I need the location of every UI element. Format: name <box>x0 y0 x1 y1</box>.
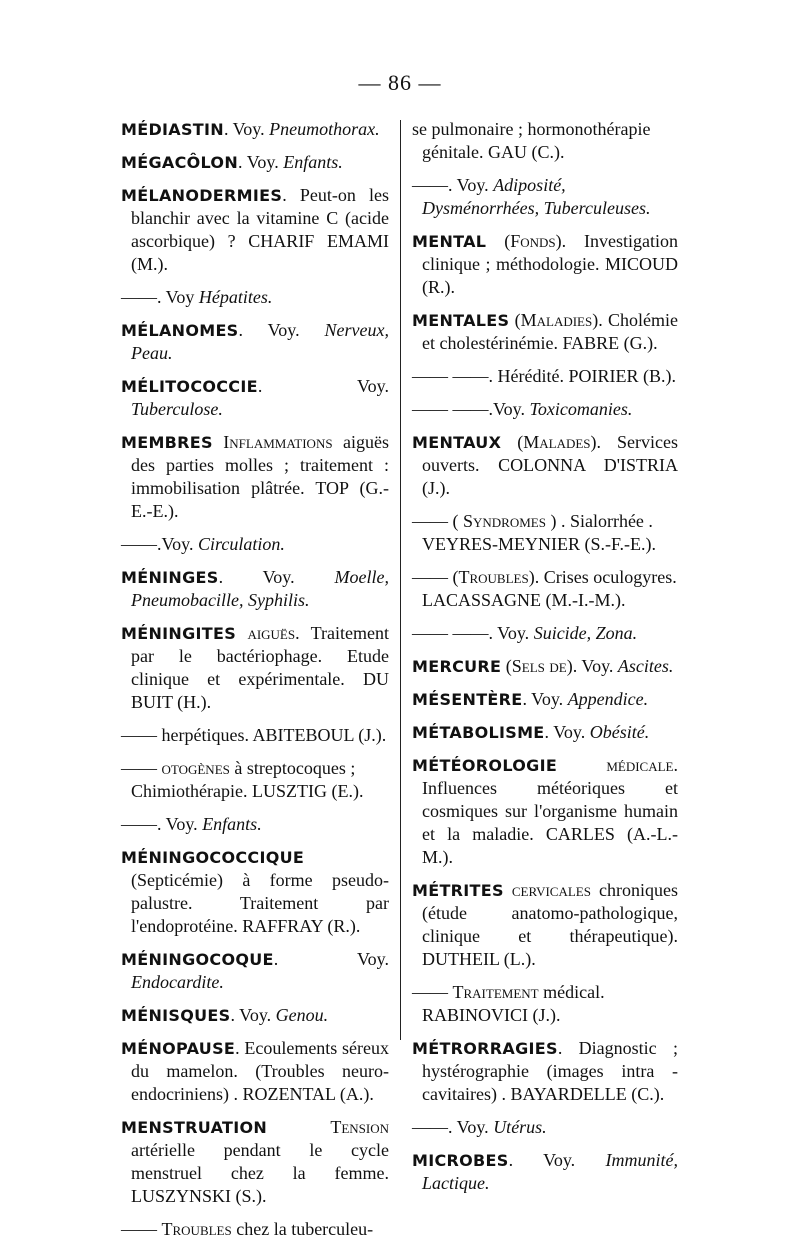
entry-text: artérielle pendant le cycle menstruel chez la femme. LUSZYNSKI (S.). <box>131 1140 389 1206</box>
repeat-dash: —— <box>412 567 448 587</box>
entry-heading: MÉTÉOROLOGIE <box>412 756 558 775</box>
entry-text: . Voy. <box>230 1005 276 1025</box>
entry-heading: MÉNINGOCOCCIQUE <box>121 848 305 867</box>
entry-text: . Voy. <box>488 623 534 643</box>
cross-reference: Pneumothorax. <box>269 119 380 139</box>
entry-text: . Peut-on les blanchir avec la vitamine C (acide ascorbique) ? CHARIF EMAMI (M.). <box>131 185 389 274</box>
entry-text: . Voy. <box>522 689 568 709</box>
entry-text: . Voy. <box>572 656 618 676</box>
entry-heading: MÉNINGES <box>121 568 219 587</box>
entry-text: . Sialorrhée . VEYRES-MEYNIER (S.-F.-E.). <box>422 511 657 554</box>
entry-text: .Voy. <box>157 534 199 554</box>
repeat-dash: —— <box>121 534 157 554</box>
index-entry <box>412 688 678 711</box>
index-entry <box>121 1004 389 1027</box>
right-column <box>412 118 678 1205</box>
small-caps-qualifier: Traitement <box>452 982 539 1002</box>
entry-text: . Voy. <box>157 814 203 834</box>
index-entry <box>412 754 678 869</box>
cross-reference: Obésité. <box>589 722 650 742</box>
repeat-dash: —— <box>121 725 157 745</box>
entry-heading: MÉLANODERMIES <box>121 186 283 205</box>
repeat-dash: —— <box>412 982 448 1002</box>
cross-reference: Ascites. <box>617 656 674 676</box>
index-entry <box>412 879 678 971</box>
entry-heading: MÉTABOLISME <box>412 723 545 742</box>
entry-text: médical. RABINOVICI (J.). <box>422 982 605 1025</box>
small-caps-qualifier: Troubles <box>161 1219 232 1239</box>
index-entry <box>121 118 389 141</box>
index-entry <box>121 1116 389 1208</box>
cross-reference: Tuberculose. <box>131 399 223 419</box>
entry-heading: MÉNOPAUSE <box>121 1039 236 1058</box>
entry-text: . Voy. <box>448 175 494 195</box>
entry-text: . Investigation clinique ; méthodologie. MICOUD (R.). <box>422 231 678 297</box>
index-subentry <box>412 566 678 612</box>
index-entry <box>412 1149 678 1195</box>
repeat-dash: —— <box>412 175 448 195</box>
repeat-dash: —— —— <box>412 366 489 386</box>
entry-heading: MEMBRES <box>121 433 213 452</box>
repeat-dash: —— <box>121 1219 157 1239</box>
left-column <box>121 118 389 1251</box>
small-caps-qualifier: Inflammations <box>223 432 333 452</box>
entry-heading: MÉLANOMES <box>121 321 239 340</box>
repeat-dash: —— —— <box>412 623 489 643</box>
small-caps-qualifier: médicale <box>606 755 674 775</box>
entry-continuation <box>412 118 678 164</box>
index-entry <box>412 230 678 299</box>
index-entry <box>121 375 389 421</box>
index-entry <box>412 309 678 355</box>
cross-reference: Suicide, Zona. <box>533 623 638 643</box>
index-entry <box>121 319 389 365</box>
entry-text: . Cholémie et cholestérinémie. FABRE (G.). <box>422 310 678 353</box>
entry-heading: MENTALES <box>412 311 510 330</box>
cross-reference: Appendice. <box>567 689 649 709</box>
index-subentry <box>412 174 678 220</box>
index-subentry <box>121 286 389 309</box>
index-entry <box>121 622 389 714</box>
entry-heading: MENSTRUATION <box>121 1118 268 1137</box>
index-entry <box>412 721 678 744</box>
entry-text: . Voy. <box>544 722 590 742</box>
cross-reference: Circulation. <box>198 534 285 554</box>
entry-heading: MÉSENTÈRE <box>412 690 523 709</box>
index-entry <box>121 948 389 994</box>
entry-text: . Voy. <box>508 1150 606 1170</box>
small-caps-qualifier: cervicales <box>511 880 591 900</box>
small-caps-qualifier: (Malades) <box>517 432 597 452</box>
entry-text: . Voy. <box>238 320 325 340</box>
page-number: — 86 — <box>358 70 442 95</box>
entry-heading: MÉNINGITES <box>121 624 237 643</box>
index-entry <box>121 1037 389 1106</box>
entry-text: . Ecoulements séreux du mamelon. (Troubles neuro-endocriniens) . ROZENTAL (A.). <box>131 1038 389 1104</box>
entry-heading: MÉTRORRAGIES <box>412 1039 558 1058</box>
cross-reference: Utérus. <box>493 1117 547 1137</box>
entry-text: se pulmonaire ; hormonothérapie génitale. GAU (C.). <box>412 119 651 162</box>
index-entry <box>121 431 389 523</box>
index-subentry <box>121 1218 389 1241</box>
index-subentry <box>412 1116 678 1139</box>
index-entry <box>121 151 389 174</box>
entry-heading: MÉGACÔLON <box>121 153 239 172</box>
repeat-dash: —— —— <box>412 399 489 419</box>
entry-heading: MERCURE <box>412 657 502 676</box>
entry-text: . Voy. <box>223 119 270 139</box>
entry-text: . Traitement par le bactériophage. Etude clinique et expérimentale. DU BUIT (H.). <box>131 623 389 712</box>
cross-reference: Toxicomanies. <box>529 399 633 419</box>
cross-reference: Immunité, Lactique. <box>422 1150 678 1193</box>
entry-text: (Septicémie) à forme pseudo-palustre. Traitement par l'endoprotéine. RAFFRAY (R.). <box>131 870 389 936</box>
small-caps-qualifier: (Troubles) <box>452 567 535 587</box>
index-subentry <box>412 365 678 388</box>
small-caps-qualifier: (Fonds) <box>504 231 562 251</box>
entry-text: à streptocoques ; Chimiothérapie. LUSZTIG (E.). <box>131 758 364 801</box>
entry-text: . Voy. <box>273 949 389 969</box>
entry-text: . Voy. <box>238 152 284 172</box>
index-subentry <box>121 813 389 836</box>
entry-text: . Diagnostic ; hystérographie (images intra - cavitaires) . BAYARDELLE (C.). <box>422 1038 678 1104</box>
cross-reference: Enfants. <box>202 814 262 834</box>
index-entry <box>121 184 389 276</box>
repeat-dash: —— <box>412 1117 448 1137</box>
entry-heading: MÉNISQUES <box>121 1006 231 1025</box>
cross-reference: Moelle, Pneumobacille, Syphilis. <box>131 567 389 610</box>
entry-text: aiguës des parties molles ; traitement : immobilisation plâtrée. TOP (G.-E.-E.). <box>131 432 389 521</box>
entry-text: . Hérédité. POIRIER (B.). <box>488 366 676 386</box>
entry-text: . Services ouverts. COLONNA D'ISTRIA (J.). <box>422 432 678 498</box>
small-caps-qualifier: Tension <box>330 1117 389 1137</box>
entry-text: . Voy <box>157 287 199 307</box>
index-subentry <box>412 981 678 1027</box>
cross-reference: Endocardite. <box>131 972 224 992</box>
small-caps-qualifier: otogènes <box>161 758 230 778</box>
column-divider <box>400 120 401 1040</box>
repeat-dash: —— <box>121 287 157 307</box>
entry-text: chez la tuberculeu- <box>231 1219 374 1239</box>
repeat-dash: —— <box>121 814 157 834</box>
small-caps-qualifier: ( Syndromes ) <box>452 511 557 531</box>
entry-text: chroniques (étude anatomo-pathologique, clinique et thérapeutique). DUTHEIL (L.). <box>422 880 678 969</box>
entry-heading: MÉDIASTIN <box>121 120 224 139</box>
cross-reference: Enfants. <box>283 152 343 172</box>
entry-text: . Voy. <box>257 376 389 396</box>
index-entry <box>412 431 678 500</box>
cross-reference: Nerveux, Peau. <box>131 320 389 363</box>
index-subentry <box>121 724 389 747</box>
index-entry <box>412 1037 678 1106</box>
cross-reference: Hépatites. <box>198 287 273 307</box>
repeat-dash: —— <box>121 758 157 778</box>
small-caps-qualifier: (Maladies) <box>514 310 599 330</box>
index-entry <box>412 655 678 678</box>
cross-reference: Genou. <box>275 1005 329 1025</box>
entry-heading: MÉLITOCOCCIE <box>121 377 258 396</box>
entry-text: . Voy. <box>218 567 335 587</box>
index-subentry <box>121 533 389 556</box>
entry-text: .Voy. <box>488 399 530 419</box>
index-subentry <box>412 622 678 645</box>
entry-text: . Influences météoriques et cosmiques sur l'organisme humain et la maladie. CARLES (A.-L.-M.). <box>422 755 678 867</box>
small-caps-qualifier: aiguës <box>247 623 296 643</box>
index-entry <box>121 846 389 938</box>
entry-heading: MENTAUX <box>412 433 502 452</box>
small-caps-qualifier: (Sels de) <box>505 656 573 676</box>
entry-heading: MÉTRITES <box>412 881 504 900</box>
repeat-dash: —— <box>412 511 448 531</box>
entry-heading: MICROBES <box>412 1151 509 1170</box>
entry-text: . Crises oculogyres. LACASSAGNE (M.-I.-M.). <box>422 567 677 610</box>
index-subentry <box>412 510 678 556</box>
entry-heading: MÉNINGOCOQUE <box>121 950 274 969</box>
entry-text: . Voy. <box>448 1117 494 1137</box>
entry-heading: MENTAL <box>412 232 487 251</box>
entry-text: herpétiques. ABITEBOUL (J.). <box>157 725 387 745</box>
index-subentry <box>412 398 678 421</box>
index-entry <box>121 566 389 612</box>
index-subentry <box>121 757 389 803</box>
cross-reference: Adiposité, Dysménorrhées, Tuberculeuses. <box>422 175 651 218</box>
